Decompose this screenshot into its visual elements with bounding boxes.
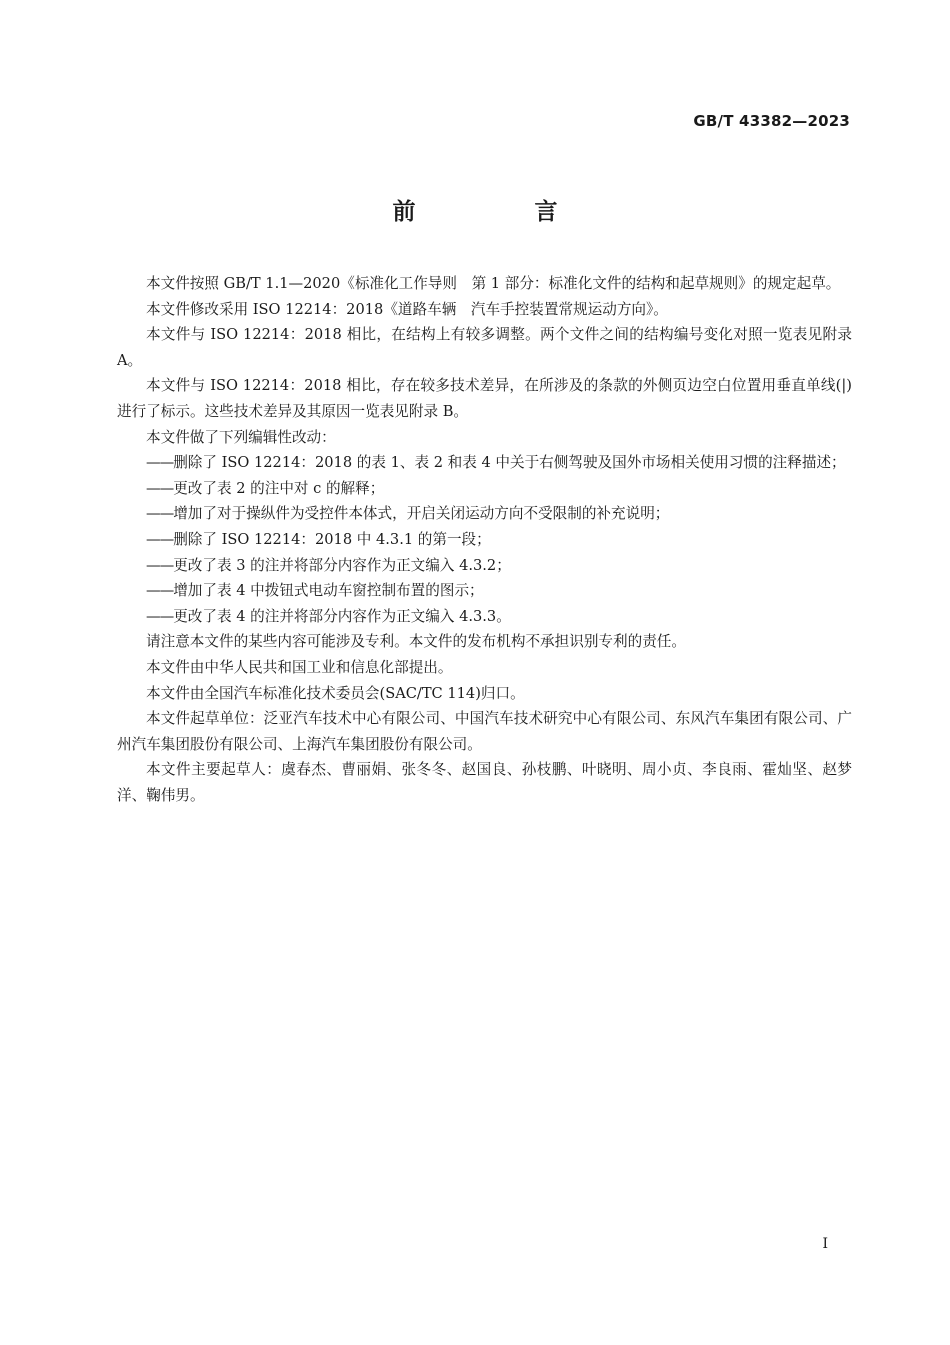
paragraph: 本文件起草单位：泛亚汽车技术中心有限公司、中国汽车技术研究中心有限公司、东风汽车集团有限公司、广州汽车集团股份有限公司、上海汽车集团股份有限公司。 xyxy=(117,710,852,753)
change-list-item xyxy=(117,476,852,502)
dash-marker: —— xyxy=(146,505,174,523)
page-number: I xyxy=(822,1236,828,1252)
change-list-item xyxy=(117,450,852,476)
dash-marker: —— xyxy=(146,582,174,600)
change-list-item xyxy=(117,501,852,527)
paragraph: 请注意本文件的某些内容可能涉及专利。本文件的发布机构不承担识别专利的责任。 xyxy=(146,633,686,651)
dash-marker: —— xyxy=(146,454,174,472)
change-text: 更改了表 4 的注并将部分内容作为正文编入 4.3.3。 xyxy=(173,607,511,625)
paragraph: 本文件主要起草人：虞春杰、曹丽娟、张冬冬、赵国良、孙枝鹏、叶晓明、周小贞、李良雨、霍灿坚、赵梦洋、鞠伟男。 xyxy=(117,761,852,804)
page-title: 前 言 xyxy=(392,199,606,225)
paragraph: 本文件修改采用 ISO 12214：2018《道路车辆 汽车手控装置常规运动方向》。 xyxy=(146,300,668,318)
change-text: 更改了表 3 的注并将部分内容作为正文编入 4.3.2； xyxy=(173,556,511,574)
change-text: 更改了表 2 的注中对 c 的解释； xyxy=(173,479,385,497)
paragraph: 本文件做了下列编辑性改动： xyxy=(146,428,336,446)
change-text: 删除了 ISO 12214：2018 中 4.3.1 的第一段； xyxy=(173,530,491,548)
standard-code: GB/T 43382—2023 xyxy=(693,112,850,130)
dash-marker: —— xyxy=(146,607,174,625)
change-text: 增加了表 4 中拨钮式电动车窗控制布置的图示； xyxy=(173,582,484,600)
change-list-item xyxy=(117,604,852,630)
dash-marker: —— xyxy=(146,556,174,574)
paragraph: 本文件与 ISO 12214：2018 相比，在结构上有较多调整。两个文件之间的结构编号变化对照一览表见附录 A。 xyxy=(117,326,852,369)
change-text: 删除了 ISO 12214：2018 的表 1、表 2 和表 4 中关于右侧驾驶及国外市场相关使用习惯的注释描述； xyxy=(173,454,846,472)
dash-marker: —— xyxy=(146,530,174,548)
paragraph: 本文件与 ISO 12214：2018 相比，存在较多技术差异，在所涉及的条款的外侧页边空白位置用垂直单线(|)进行了标示。这些技术差异及其原因一览表见附录 B。 xyxy=(117,377,852,420)
dash-marker: —— xyxy=(146,479,174,497)
change-list-item xyxy=(117,553,852,579)
change-text: 增加了对于操纵件为受控件本体式，开启关闭运动方向不受限制的补充说明； xyxy=(173,505,670,523)
document-body xyxy=(117,271,852,808)
paragraph: 本文件由中华人民共和国工业和信息化部提出。 xyxy=(146,658,453,676)
change-list-item xyxy=(117,527,852,553)
paragraph: 本文件由全国汽车标准化技术委员会(SAC/TC 114)归口。 xyxy=(146,684,525,702)
change-list-item xyxy=(117,578,852,604)
paragraph: 本文件按照 GB/T 1.1—2020《标准化工作导则 第 1 部分：标准化文件的结构和起草规则》的规定起草。 xyxy=(146,275,841,292)
